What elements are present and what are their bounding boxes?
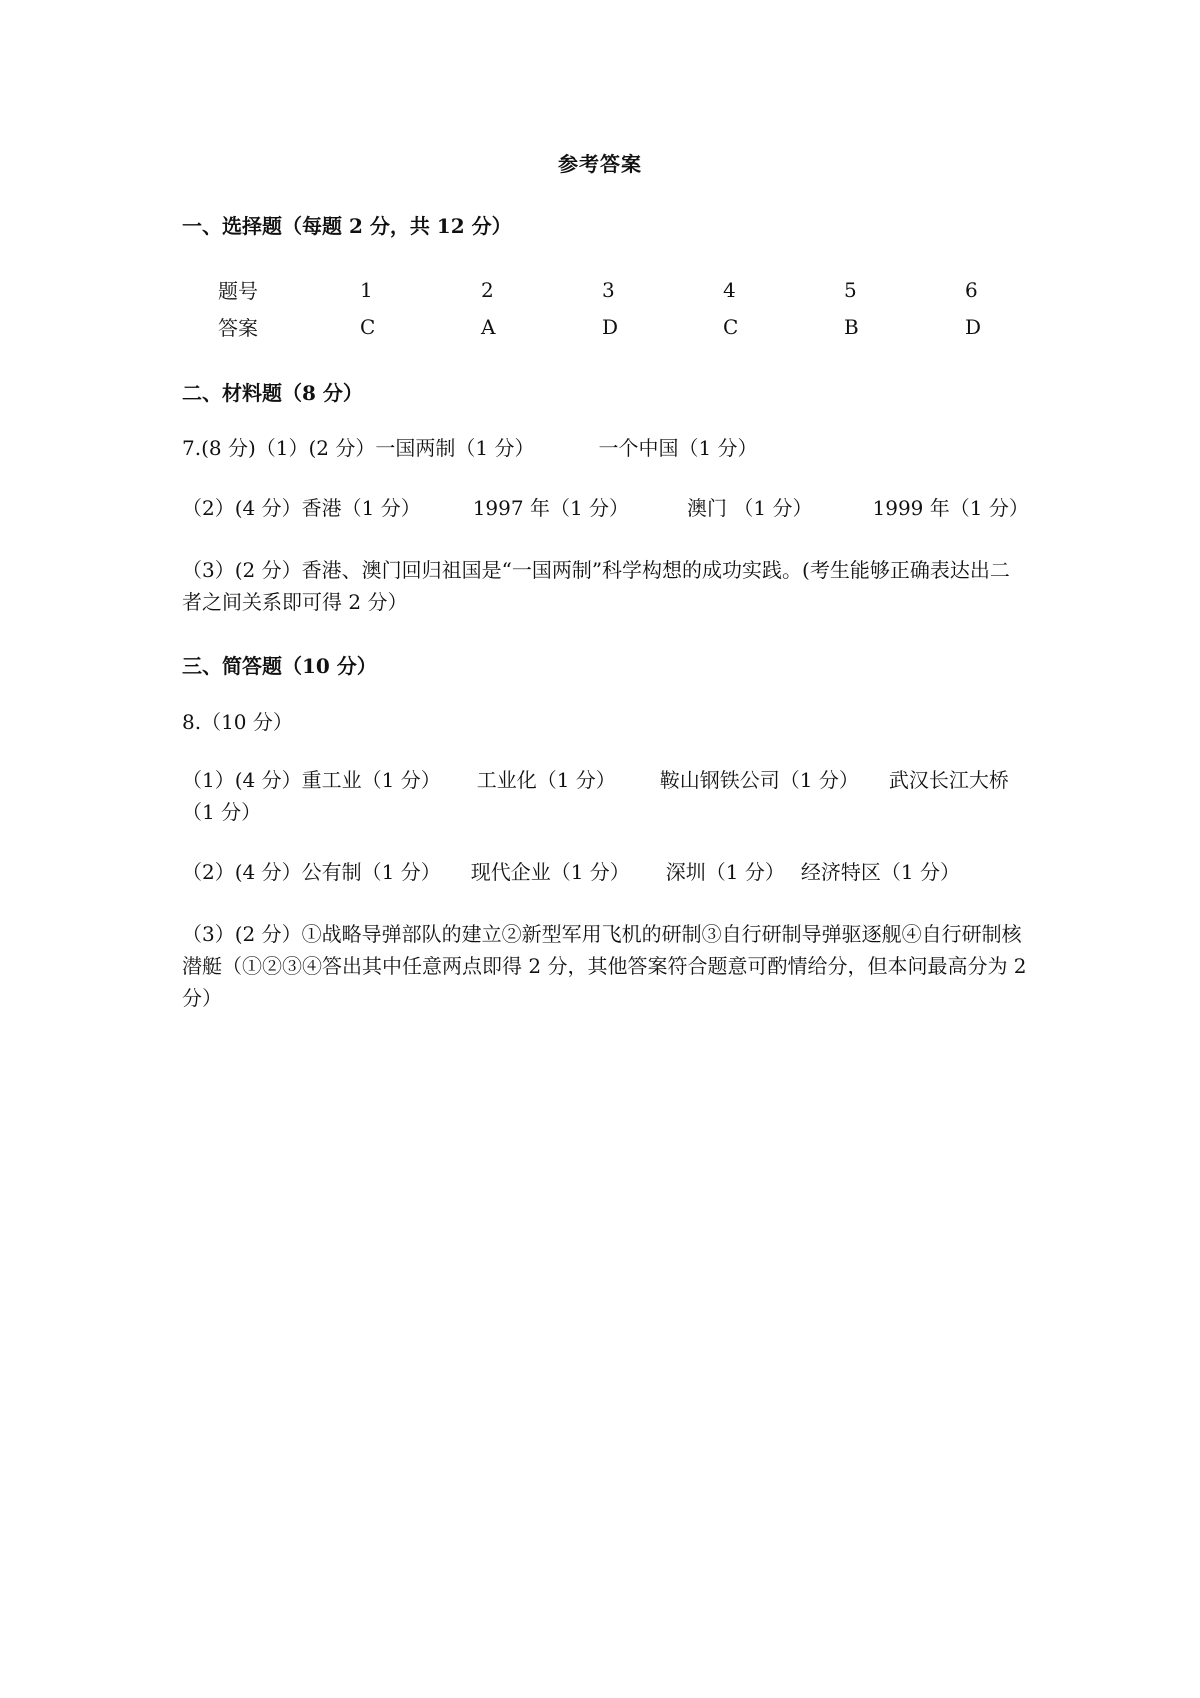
row-label-number: 题号 <box>218 279 258 303</box>
q8-label: 8.（10 分） <box>182 710 293 734</box>
q7-part2-item: 1997 年（1 分） <box>472 496 630 520</box>
q8-part1-item: （1）(4 分）重工业（1 分） <box>182 768 441 792</box>
table-cell: A <box>481 314 496 339</box>
q7-part1-answer: 7.(8 分)（1）(2 分）一国两制（1 分） <box>182 436 535 460</box>
table-cell: 4 <box>723 277 736 302</box>
q7-part2-item: 1999 年（1 分） <box>872 496 1029 520</box>
table-row <box>218 271 1086 308</box>
q7-part2-item: 澳门 （1 分） <box>687 496 813 520</box>
table-cell: 5 <box>844 277 857 302</box>
q7-part2-item: （2）(4 分）香港（1 分） <box>182 496 421 520</box>
q8-part2-item: 深圳（1 分） <box>665 860 785 884</box>
section3-heading: 三、简答题（10 分） <box>182 654 377 678</box>
table-row <box>218 308 1086 345</box>
table-cell: B <box>844 314 859 339</box>
q8-line1 <box>182 764 1028 828</box>
table-cell: D <box>602 314 619 339</box>
table-cell: 3 <box>602 277 615 302</box>
q8-part1-item: 武汉长江大桥 （1 分） <box>182 768 1009 824</box>
q8-part3-answer: （3）(2 分）①战略导弹部队的建立②新型军用飞机的研制③自行研制导弹驱逐舰④自行研制核潜艇（①②③④答出其中任意两点即得 2 分，其他答案符合题意可酌情给分，但本问最高分为 2 分） <box>182 922 1027 1010</box>
table-cell: C <box>723 314 739 339</box>
table-cell: 1 <box>360 277 373 302</box>
table-cell: 2 <box>481 277 494 302</box>
q8-part2-item: 现代企业（1 分） <box>470 860 630 884</box>
q7-line1 <box>182 432 1022 464</box>
answer-table <box>218 271 1086 345</box>
q8-part1-item: 鞍山钢铁公司（1 分） <box>659 768 859 792</box>
q8-part1-item: 工业化（1 分） <box>476 768 616 792</box>
row-label-answer: 答案 <box>218 316 258 340</box>
q7-line2 <box>182 492 1029 524</box>
table-cell: 6 <box>965 277 978 302</box>
q8-line2 <box>182 856 1022 888</box>
section1-heading: 一、选择题（每题 2 分，共 12 分） <box>182 214 512 238</box>
table-cell: D <box>965 314 982 339</box>
document-title: 参考答案 <box>558 152 642 176</box>
table-cell: C <box>360 314 376 339</box>
q7-part3-answer: （3）(2 分）香港、澳门回归祖国是“一国两制”科学构想的成功实践。(考生能够正确表达出二者之间关系即可得 2 分） <box>182 558 1010 614</box>
section2-heading: 二、材料题（8 分） <box>182 381 363 405</box>
q8-part2-item: （2）(4 分）公有制（1 分） <box>182 860 441 884</box>
q8-part2-item: 经济特区（1 分） <box>800 860 960 884</box>
q7-part1-answer2: 一个中国（1 分） <box>598 436 758 460</box>
